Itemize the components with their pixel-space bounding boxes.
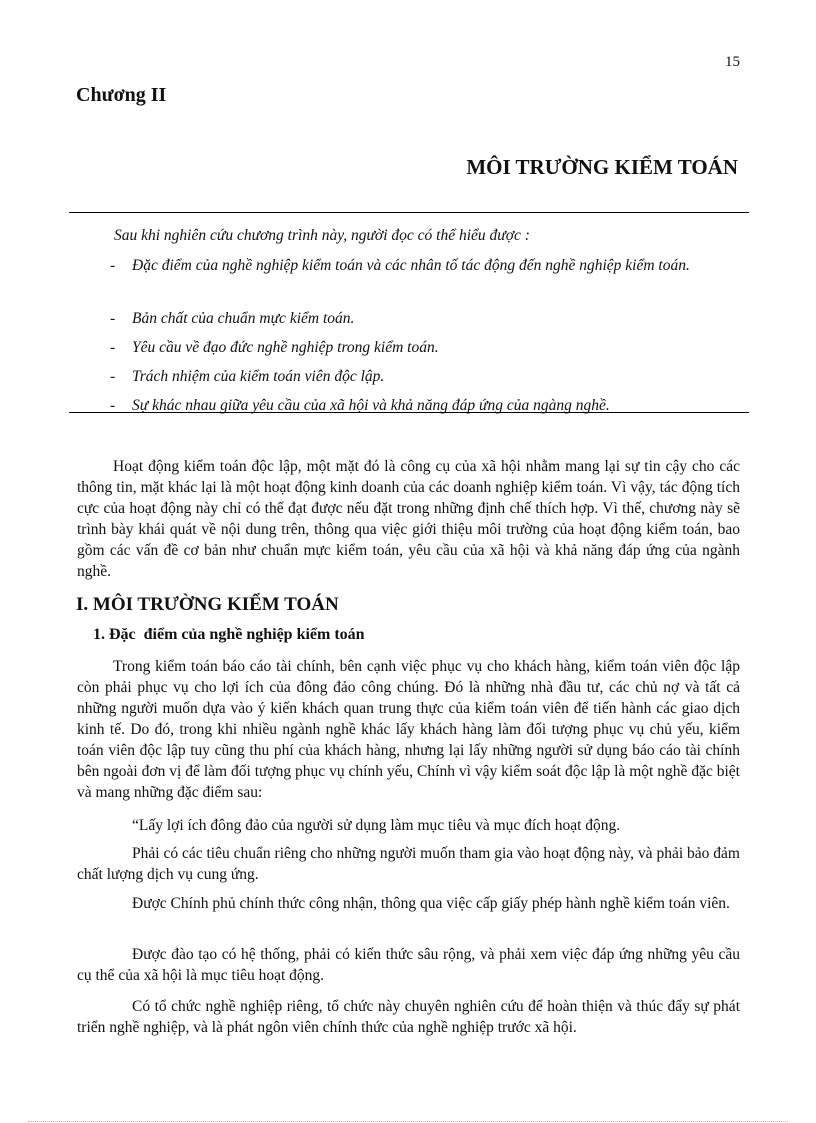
objective-item (110, 255, 750, 276)
chapter-label: Chương II (76, 84, 167, 106)
characteristic-item: Được đào tạo có hệ thống, phải có kiến thức sâu rộng, và phải xem việc đáp ứng những yêu cầu cụ thể của xã hội là mục tiêu hoạt động. (77, 946, 740, 984)
body-paragraph: Trong kiểm toán báo cáo tài chính, bên cạnh việc phục vụ cho khách hàng, kiểm toán viên độc lập còn phải phục vụ cho lợi ích của đông đảo công chúng. Đó là những nhà đầu tư, các chủ nợ và tất cả những người muốn dựa vào ý kiến khách quan trung thực của kiểm toán viên để tiến hành các giao dịch kinh tế. Do đó, trong khi nhiều ngành nghề khác lấy khách hàng làm đối tượng phục vụ chủ yếu, kiểm toán viên độc lập tuy cũng thu phí của khách hàng, nhưng lại lấy những người sử dụng báo cáo tài chính bên ngoài đơn vị để làm đối tượng phục vụ chính yếu, Chính vì vậy kiểm soát độc lập là một nghề đặc biệt và mang những đặc điểm sau: (77, 658, 740, 801)
characteristic-item: Phải có các tiêu chuẩn riêng cho những người muốn tham gia vào hoạt động này, và phải bảo đảm chất lượng dịch vụ cung ứng. (77, 845, 740, 883)
page-number: 15 (725, 54, 740, 70)
intro-paragraph: Hoạt động kiểm toán độc lập, một mặt đó là công cụ của xã hội nhằm mang lại sự tin cậy cho các thông tin, mặt khác lại là một hoạt động kinh doanh của các doanh nghiệp kiểm toán. Vì vậy, tác động tích cực của hoạt động này chỉ có thể đạt được nếu đặt trong những định chế thích hợp. Vì thế, chương này sẽ trình bày khái quát về nội dung trên, thông qua việc giới thiệu môi trường của hoạt động kiểm toán, bao gồm các vấn đề cơ bản như chuẩn mực kiểm toán, yêu cầu của xã hội và khả năng đáp ứng của ngành nghề. (77, 458, 740, 580)
list-dash: - (110, 257, 116, 274)
characteristic-item: “Lấy lợi ích đông đảo của người sử dụng làm mục tiêu và mục đích hoạt động. (132, 817, 621, 834)
list-dash: - (110, 397, 116, 414)
chapter-title: MÔI TRƯỜNG KIỂM TOÁN (466, 155, 738, 179)
page-bottom-rule (28, 1121, 788, 1122)
objective-text: Đặc điểm của nghề nghiệp kiểm toán và các nhân tố tác động đến nghề nghiệp kiểm toán. (132, 257, 690, 274)
objective-item (110, 337, 750, 358)
objective-text: Yêu cầu về đạo đức nghề nghiệp trong kiểm toán. (132, 339, 439, 356)
objective-text: Bản chất của chuẩn mực kiểm toán. (132, 310, 355, 327)
objective-text: Trách nhiệm của kiểm toán viên độc lập. (132, 368, 385, 385)
list-dash: - (110, 339, 116, 356)
learning-objectives-box (69, 212, 749, 413)
objective-item (110, 366, 750, 387)
objective-item (110, 308, 750, 329)
section-heading: I. MÔI TRƯỜNG KIỂM TOÁN (76, 594, 339, 615)
objective-item (110, 395, 750, 416)
list-dash: - (110, 368, 116, 385)
objectives-intro: Sau khi nghiên cứu chương trình này, người đọc có thể hiểu được : (114, 227, 530, 244)
characteristic-item: Được Chính phủ chính thức công nhận, thông qua việc cấp giấy phép hành nghề kiểm toán viên. (132, 895, 730, 912)
characteristic-item: Có tổ chức nghề nghiệp riêng, tổ chức này chuyên nghiên cứu để hoàn thiện và thúc đẩy sự phát triển nghề nghiệp, và là phát ngôn viên chính thức của nghề nghiệp trước xã hội. (77, 998, 740, 1036)
list-dash: - (110, 310, 116, 327)
objective-text: Sự khác nhau giữa yêu cầu của xã hội và khả năng đáp ứng của ngàng nghề. (132, 397, 610, 414)
subsection-heading: 1. Đặc điểm của nghề nghiệp kiểm toán (93, 626, 365, 643)
